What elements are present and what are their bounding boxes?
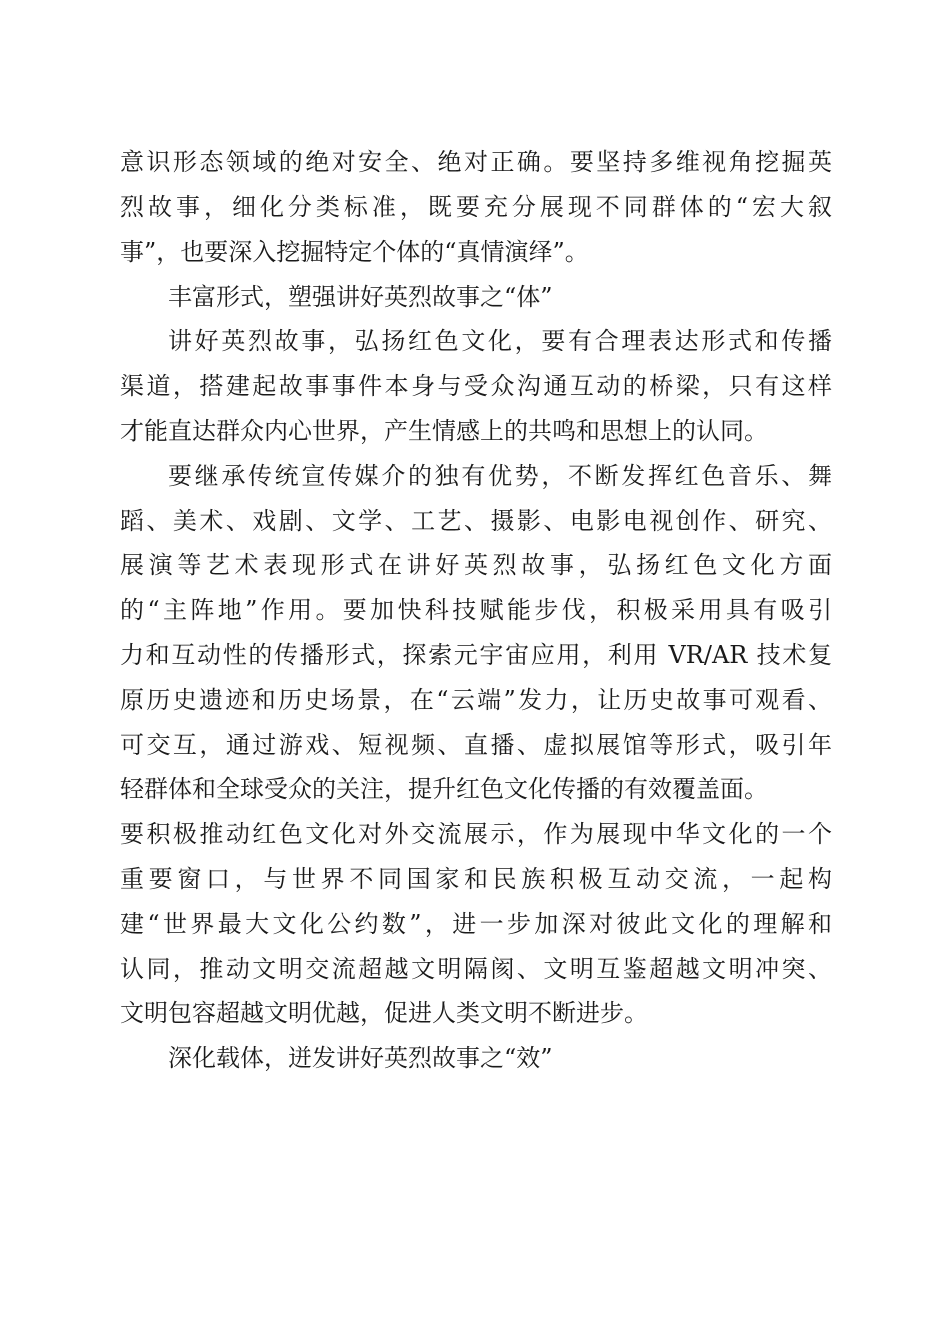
paragraph-line: 渠道，搭建起故事事件本身与受众沟通互动的桥梁，只有这样 <box>120 372 832 400</box>
paragraph-line: 要继承传统宣传媒介的独有优势，不断发挥红色音乐、舞 <box>168 462 832 490</box>
paragraph-line: 轻群体和全球受众的关注，提升红色文化传播的有效覆盖面。 <box>120 775 768 803</box>
paragraph-line: 意识形态领域的绝对安全、绝对正确。要坚持多维视角挖掘英 <box>120 148 832 176</box>
paragraph-line: 力和互动性的传播形式，探索元宇宙应用，利用 VR/AR 技术复 <box>120 641 832 669</box>
paragraph-line: 可交互，通过游戏、短视频、直播、虚拟展馆等形式，吸引年 <box>120 731 832 759</box>
paragraph-line: 认同，推动文明交流超越文明隔阂、文明互鉴超越文明冲突、 <box>120 955 832 983</box>
paragraph-line: 建“世界最大文化公约数”，进一步加深对彼此文化的理解和 <box>120 910 832 938</box>
paragraph-line: 事”，也要深入挖掘特定个体的“真情演绎”。 <box>120 238 589 266</box>
paragraph-line: 展演等艺术表现形式在讲好英烈故事，弘扬红色文化方面 <box>120 551 832 579</box>
paragraph-line: 蹈、美术、戏剧、文学、工艺、摄影、电影电视创作、研究、 <box>120 507 832 535</box>
paragraph-line: 烈故事，细化分类标准，既要充分展现不同群体的“宏大叙 <box>120 193 832 221</box>
paragraph-line: 要积极推动红色文化对外交流展示，作为展现中华文化的一个 <box>120 820 832 848</box>
section-heading: 深化载体，迸发讲好英烈故事之“效” <box>168 1044 553 1072</box>
paragraph-line: 重要窗口，与世界不同国家和民族积极互动交流，一起构 <box>120 865 832 893</box>
paragraph-line: 原历史遗迹和历史场景，在“云端”发力，让历史故事可观看、 <box>120 686 832 714</box>
section-heading: 丰富形式，塑强讲好英烈故事之“体” <box>168 283 553 311</box>
paragraph-line: 讲好英烈故事，弘扬红色文化，要有合理表达形式和传播 <box>168 327 832 355</box>
paragraph-line: 才能直达群众内心世界，产生情感上的共鸣和思想上的认同。 <box>120 417 768 445</box>
paragraph-line: 文明包容超越文明优越，促进人类文明不断进步。 <box>120 999 648 1027</box>
paragraph-line: 的“主阵地”作用。要加快科技赋能步伐，积极采用具有吸引 <box>120 596 832 624</box>
